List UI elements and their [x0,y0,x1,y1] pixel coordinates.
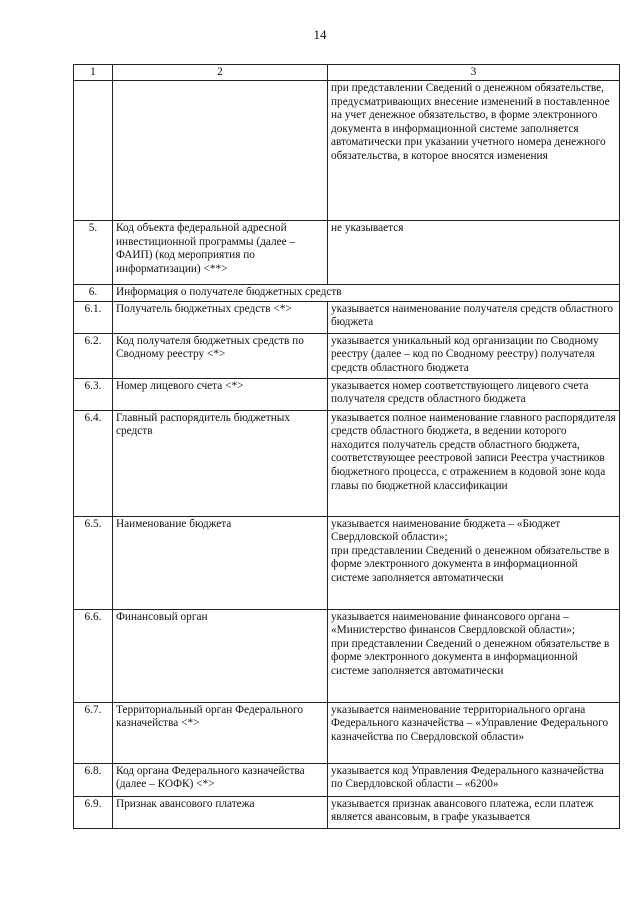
row-number: 6.8. [74,763,113,796]
row-number: 6.7. [74,702,113,763]
column-header-2: 2 [113,65,328,81]
table-row [74,763,620,796]
table-row [74,516,620,609]
row-field-name: Главный распорядитель бюджетных средств [113,410,328,516]
row-description: указывается код Управления Федерального казначейства по Свердловской области – «6200» [328,763,620,796]
row-number: 6.4. [74,410,113,516]
row-description: указывается признак авансового платежа, если платеж является авансовым, в графе указывается [328,796,620,828]
table-row [74,81,620,221]
row-description: не указывается [328,221,620,285]
row-field-name: Код органа Федерального казначейства (далее – КОФК) <*> [113,763,328,796]
row-field-name: Наименование бюджета [113,516,328,609]
row-description: указывается полное наименование главного распорядителя средств областного бюджета, в ведении которого находится получатель средств областного бюджета, соответствующее реестровой записи Реестра участников бюджетного процесса, с отражением в кодовой зоне кода главы по бюджетной классификации [328,410,620,516]
table-row [74,333,620,378]
row-field-name: Территориальный орган Федерального казначейства <*> [113,702,328,763]
row-description: указывается уникальный код организации по Сводному реестру (далее – код по Сводному реестру) получателя средств областного бюджета [328,333,620,378]
row-number: 6.6. [74,609,113,702]
row-description: при представлении Сведений о денежном обязательстве, предусматривающих внесение изменений в поставленное на учет денежное обязательство, в форме электронного документа в информационной системе заполняется автоматически при указании учетного номера денежного обязательства, в которое вносятся изменения [328,81,620,221]
table-row [74,378,620,410]
row-description: указывается наименование финансового органа – «Министерство финансов Свердловской области»; при представлении Сведений о денежном обязательстве в форме электронного документа в информационной системе заполняется автоматически [328,609,620,702]
table-row [74,221,620,285]
row-number: 6.5. [74,516,113,609]
row-description: указывается наименование бюджета – «Бюджет Свердловской области»; при представлении Сведений о денежном обязательстве в форме электронного документа в информационной системе заполняется автоматически [328,516,620,609]
table-header-row [74,65,620,81]
row-description: указывается наименование территориального органа Федерального казначейства – «Управление Федерального казначейства по Свердловской области» [328,702,620,763]
table-row [74,796,620,828]
page-number: 14 [313,27,327,42]
row-field-name: Номер лицевого счета <*> [113,378,328,410]
table-row [74,301,620,333]
table-row [74,702,620,763]
row-field-name: Код объекта федеральной адресной инвестиционной программы (далее – ФАИП) (код мероприятия по информатизации) <**> [113,221,328,285]
row-field-name [113,81,328,221]
row-field-name: Код получателя бюджетных средств по Сводному реестру <*> [113,333,328,378]
section-title: Информация о получателе бюджетных средств [113,285,620,302]
column-header-3: 3 [328,65,620,81]
table-row-section [74,285,620,302]
table-row [74,609,620,702]
row-number: 6. [74,285,113,302]
row-number: 5. [74,221,113,285]
table-row [74,410,620,516]
row-number: 6.1. [74,301,113,333]
document-table [73,64,620,829]
row-description: указывается наименование получателя средств областного бюджета [328,301,620,333]
row-number: 6.3. [74,378,113,410]
row-number: 6.2. [74,333,113,378]
row-description: указывается номер соответствующего лицевого счета получателя средств областного бюджета [328,378,620,410]
row-field-name: Признак авансового платежа [113,796,328,828]
row-field-name: Финансовый орган [113,609,328,702]
row-number: 6.9. [74,796,113,828]
row-field-name: Получатель бюджетных средств <*> [113,301,328,333]
column-header-1: 1 [74,65,113,81]
row-number [74,81,113,221]
